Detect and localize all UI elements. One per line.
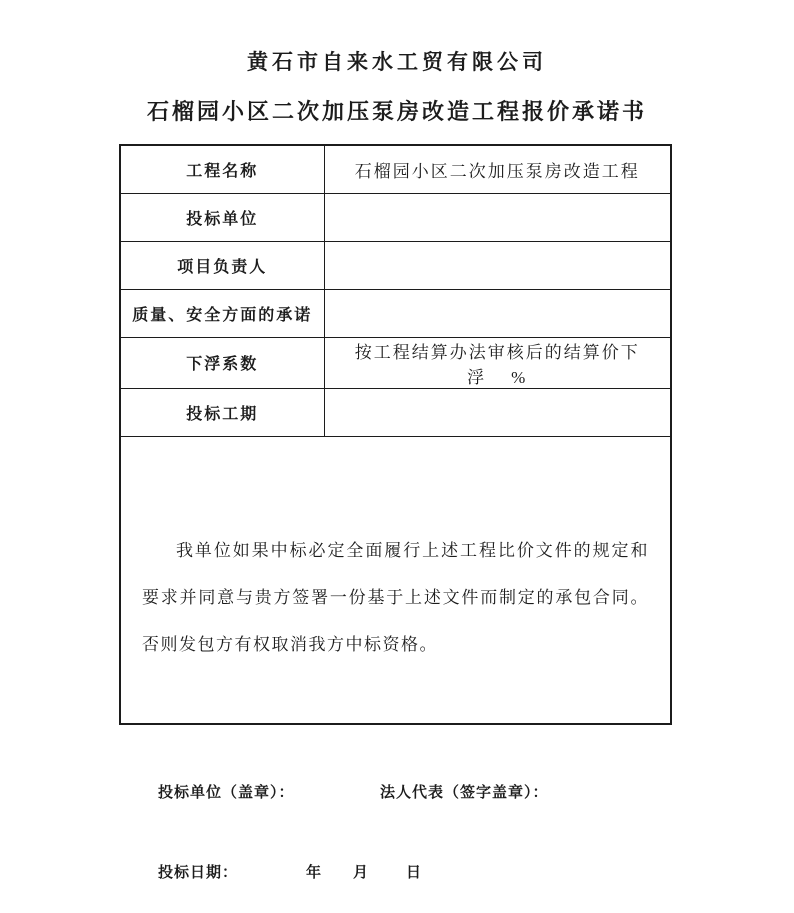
- day-label: 日: [406, 865, 423, 881]
- commitment-paragraph: 我单位如果中标必定全面履行上述工程比价文件的规定和要求并同意与贵方签署一份基于上述文件而制定的承包合同。否则发包方有权取消我方中标资格。: [142, 541, 649, 655]
- table-row-project-name: [120, 145, 671, 193]
- document-title: 石榴园小区二次加压泵房改造工程报价承诺书: [146, 99, 647, 124]
- month-label: 月: [353, 865, 370, 881]
- table-row-commitment: [120, 436, 671, 724]
- row-value-bidder: [324, 193, 671, 241]
- row-value-project-manager: [324, 241, 671, 289]
- row-label-project-manager: 项目负责人: [120, 241, 324, 289]
- bid-date-label: 投标日期：: [158, 865, 239, 881]
- row-label-discount-factor: 下浮系数: [120, 337, 324, 388]
- table-row-discount-factor: [120, 337, 671, 388]
- row-label-quality-safety: 质量、安全方面的承诺: [120, 289, 324, 337]
- commitment-cell: [120, 436, 671, 724]
- row-label-project-name: 工程名称: [120, 145, 324, 193]
- bid-form-table: [119, 144, 672, 725]
- row-value-bid-duration: [324, 388, 671, 436]
- row-label-bid-duration: 投标工期: [120, 388, 324, 436]
- row-value-project-name: 石榴园小区二次加压泵房改造工程: [324, 145, 671, 193]
- table-row-project-manager: [120, 241, 671, 289]
- row-value-quality-safety: [324, 289, 671, 337]
- row-label-bidder: 投标单位: [120, 193, 324, 241]
- table-row-bidder: [120, 193, 671, 241]
- table-row-quality-safety: [120, 289, 671, 337]
- bidder-seal-label: 投标单位（盖章）：: [158, 785, 295, 801]
- year-label: 年: [306, 865, 323, 881]
- company-title: 黄石市自来水工贸有限公司: [247, 50, 547, 74]
- row-value-discount-factor: 按工程结算办法审核后的结算价下浮 %: [324, 337, 671, 388]
- legal-representative-label: 法人代表（签字盖章）：: [380, 785, 549, 801]
- table-row-bid-duration: [120, 388, 671, 436]
